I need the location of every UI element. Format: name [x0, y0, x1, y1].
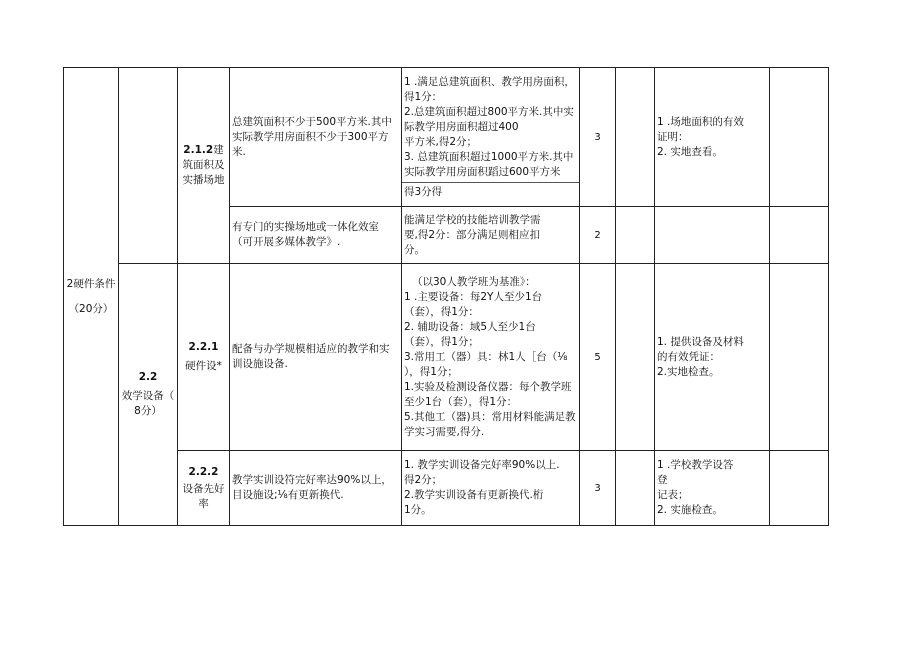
item-cell-2-1-2	[178, 68, 230, 264]
subcategory-score: 8分）	[134, 405, 162, 417]
evidence-cell	[655, 264, 770, 451]
empty-cell	[616, 264, 655, 451]
requirement-cell	[230, 207, 402, 264]
requirement-text: 总建筑面积不少于500平方米.其中实际教学用房面积不少于300平方米.	[232, 115, 392, 158]
scoring-line: 3.常用工（器）具：林1人［台（⅛	[404, 350, 568, 363]
scoring-line: 3. 总建筑面积超过1000平方米.其中实际教学用房面积蹈过600平方米	[404, 150, 574, 178]
scoring-line: 能满足学校的技能培训教学需	[404, 213, 541, 226]
evidence-line: 记表；	[657, 489, 689, 501]
scoring-line: （套），得1分：	[404, 305, 479, 318]
evidence-line: 登	[657, 474, 668, 486]
category-title: 2硬件条件	[66, 277, 116, 290]
scoring-line: 得3分得	[404, 185, 443, 198]
table-row	[64, 68, 829, 207]
divider	[402, 182, 579, 183]
evidence-cell	[655, 68, 770, 207]
scoring-cell	[402, 451, 580, 526]
subcategory-name: 效学设备（	[121, 390, 175, 402]
points-cell: 3	[580, 68, 616, 207]
item-name: 硬件设*	[185, 360, 222, 372]
scoring-line: 1.实验及检测设备仪器：每个教学班至少1台（套），得1分：	[404, 380, 572, 408]
item-code: 2.2.2	[188, 465, 219, 478]
scoring-line: 得2分；	[404, 474, 443, 486]
item-name: 建筑面积及实播场地	[182, 144, 225, 186]
evidence-line: 证明：	[657, 130, 689, 143]
points-cell: 5	[580, 264, 616, 451]
scoring-line: 分。	[404, 243, 425, 256]
item-name: 设备先好率	[182, 482, 225, 510]
requirement-text: 有专门的实操场地或一体化效室（可开展多媒体教学》.	[232, 221, 379, 248]
scoring-line: 1 .满足总建筑面积、教学用房面积，得1分：	[404, 75, 575, 103]
evidence-line: 的有效凭证：	[657, 350, 720, 363]
requirement-cell	[230, 68, 402, 207]
evidence-cell	[655, 451, 770, 526]
scoring-line: 2.教学实训设备有更新换代.桁	[404, 489, 544, 501]
requirement-text: 教学实训设符完好率达90%以上，目设施设;⅛有更新换代.	[232, 474, 392, 501]
category-cell	[64, 68, 119, 526]
item-code: 2.1.2	[183, 144, 214, 156]
empty-cell	[616, 68, 655, 207]
scoring-cell	[402, 68, 580, 207]
scoring-line: 平方米,得2分；	[404, 135, 478, 148]
category-score: （20分）	[68, 302, 114, 315]
requirement-cell	[230, 264, 402, 451]
evidence-line: 1 .场地面积的有效	[657, 115, 744, 128]
table-row	[64, 264, 829, 451]
evidence-line: 1. 提供设备及材料	[657, 335, 744, 348]
requirement-cell	[230, 451, 402, 526]
empty-cell	[616, 451, 655, 526]
evaluation-table	[63, 67, 829, 526]
points-cell: 2	[580, 207, 616, 264]
empty-cell	[770, 264, 829, 451]
subcategory-code: 2.2	[138, 371, 158, 383]
evidence-line: 2. 实施检查。	[657, 504, 723, 516]
scoring-line: 1分。	[404, 504, 432, 516]
table-row	[64, 451, 829, 526]
empty-cell	[770, 451, 829, 526]
scoring-line: 1. 教学实训设备完好率90%以上.	[404, 459, 560, 471]
scoring-line: 2. 辅助设备：域5人至少1台	[404, 320, 536, 333]
item-cell-2-2-1	[178, 264, 230, 451]
evidence-line: 2. 实地查看。	[657, 145, 723, 158]
scoring-line: 2.总建筑面积超过800平方米.其中实际教学用房面积超过400	[404, 105, 574, 133]
item-code: 2.2.1	[188, 341, 219, 353]
scoring-line: （以30人教学班为基准》：	[412, 275, 536, 288]
scoring-line: ），得1分；	[404, 365, 458, 378]
evidence-line: 1 .学校教学设答	[657, 459, 734, 471]
scoring-line: 1 .主要设备：每2Y人至少1台	[404, 290, 543, 303]
empty-subcategory-cell	[119, 68, 178, 264]
scoring-line: 5.其他工（器)具：常用材料能满足教学实习需要,得分.	[404, 410, 576, 438]
scoring-cell	[402, 264, 580, 451]
points-cell: 3	[580, 451, 616, 526]
evidence-line: 2.实地检查。	[657, 365, 720, 378]
scoring-line: 要,得2分：部分满足则相应扣	[404, 228, 541, 241]
empty-cell	[616, 207, 655, 264]
scoring-line: （套），得1分；	[404, 335, 479, 348]
requirement-text: 配备与办学规模相适应的教学和实训设施设备.	[232, 343, 390, 370]
empty-cell	[770, 207, 829, 264]
empty-cell	[770, 68, 829, 207]
item-cell-2-2-2	[178, 451, 230, 526]
empty-evidence-cell	[655, 207, 770, 264]
subcategory-cell-2-2	[119, 264, 178, 526]
scoring-cell	[402, 207, 580, 264]
